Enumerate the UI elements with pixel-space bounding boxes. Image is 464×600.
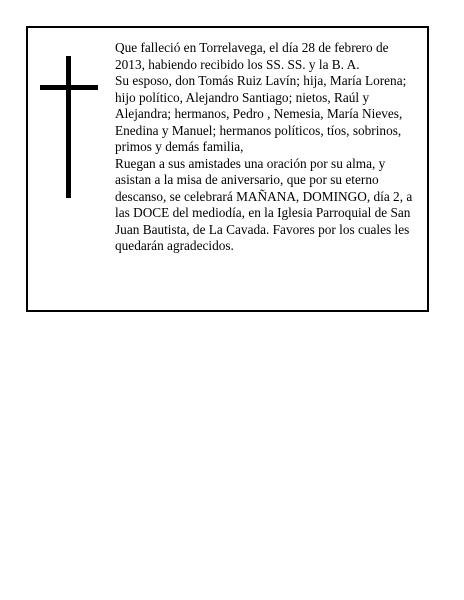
obituary-line: Que falleció en Torrelavega, el día 28 de febrero de xyxy=(115,40,389,55)
obituary-line: las DOCE del mediodía, en la Iglesia Parroquial de San xyxy=(115,205,411,220)
obituary-notice-box xyxy=(26,26,429,312)
obituary-text xyxy=(115,40,420,255)
obituary-line: quedarán agradecidos. xyxy=(115,238,234,253)
obituary-line: hijo político, Alejandro Santiago; nietos, Raúl y xyxy=(115,89,370,105)
obituary-line: Enedina y Manuel; hermanos políticos, tíos, sobrinos, xyxy=(115,122,402,138)
cross-vertical-bar xyxy=(66,56,71,198)
obituary-line: Su esposo, don Tomás Ruiz Lavín; hija, María Lorena; xyxy=(115,73,407,88)
obituary-line: descanso, se celebrará MAÑANA, DOMINGO, día 2, a xyxy=(115,188,413,204)
obituary-line: Juan Bautista, de La Cavada. Favores por los cuales les xyxy=(115,221,410,237)
obituary-line: asistan a la misa de aniversario, que por su eterno xyxy=(115,172,379,187)
obituary-line: Ruegan a sus amistades una oración por su alma, y xyxy=(115,155,386,171)
obituary-line: primos y demás familia, xyxy=(115,139,244,154)
obituary-line: Alejandra; hermanos, Pedro , Nemesia, María Nieves, xyxy=(115,106,403,121)
obituary-line: 2013, habiendo recibido los SS. SS. y la B. A. xyxy=(115,56,360,72)
latin-cross-icon xyxy=(40,56,98,198)
cross-horizontal-bar xyxy=(40,85,98,90)
